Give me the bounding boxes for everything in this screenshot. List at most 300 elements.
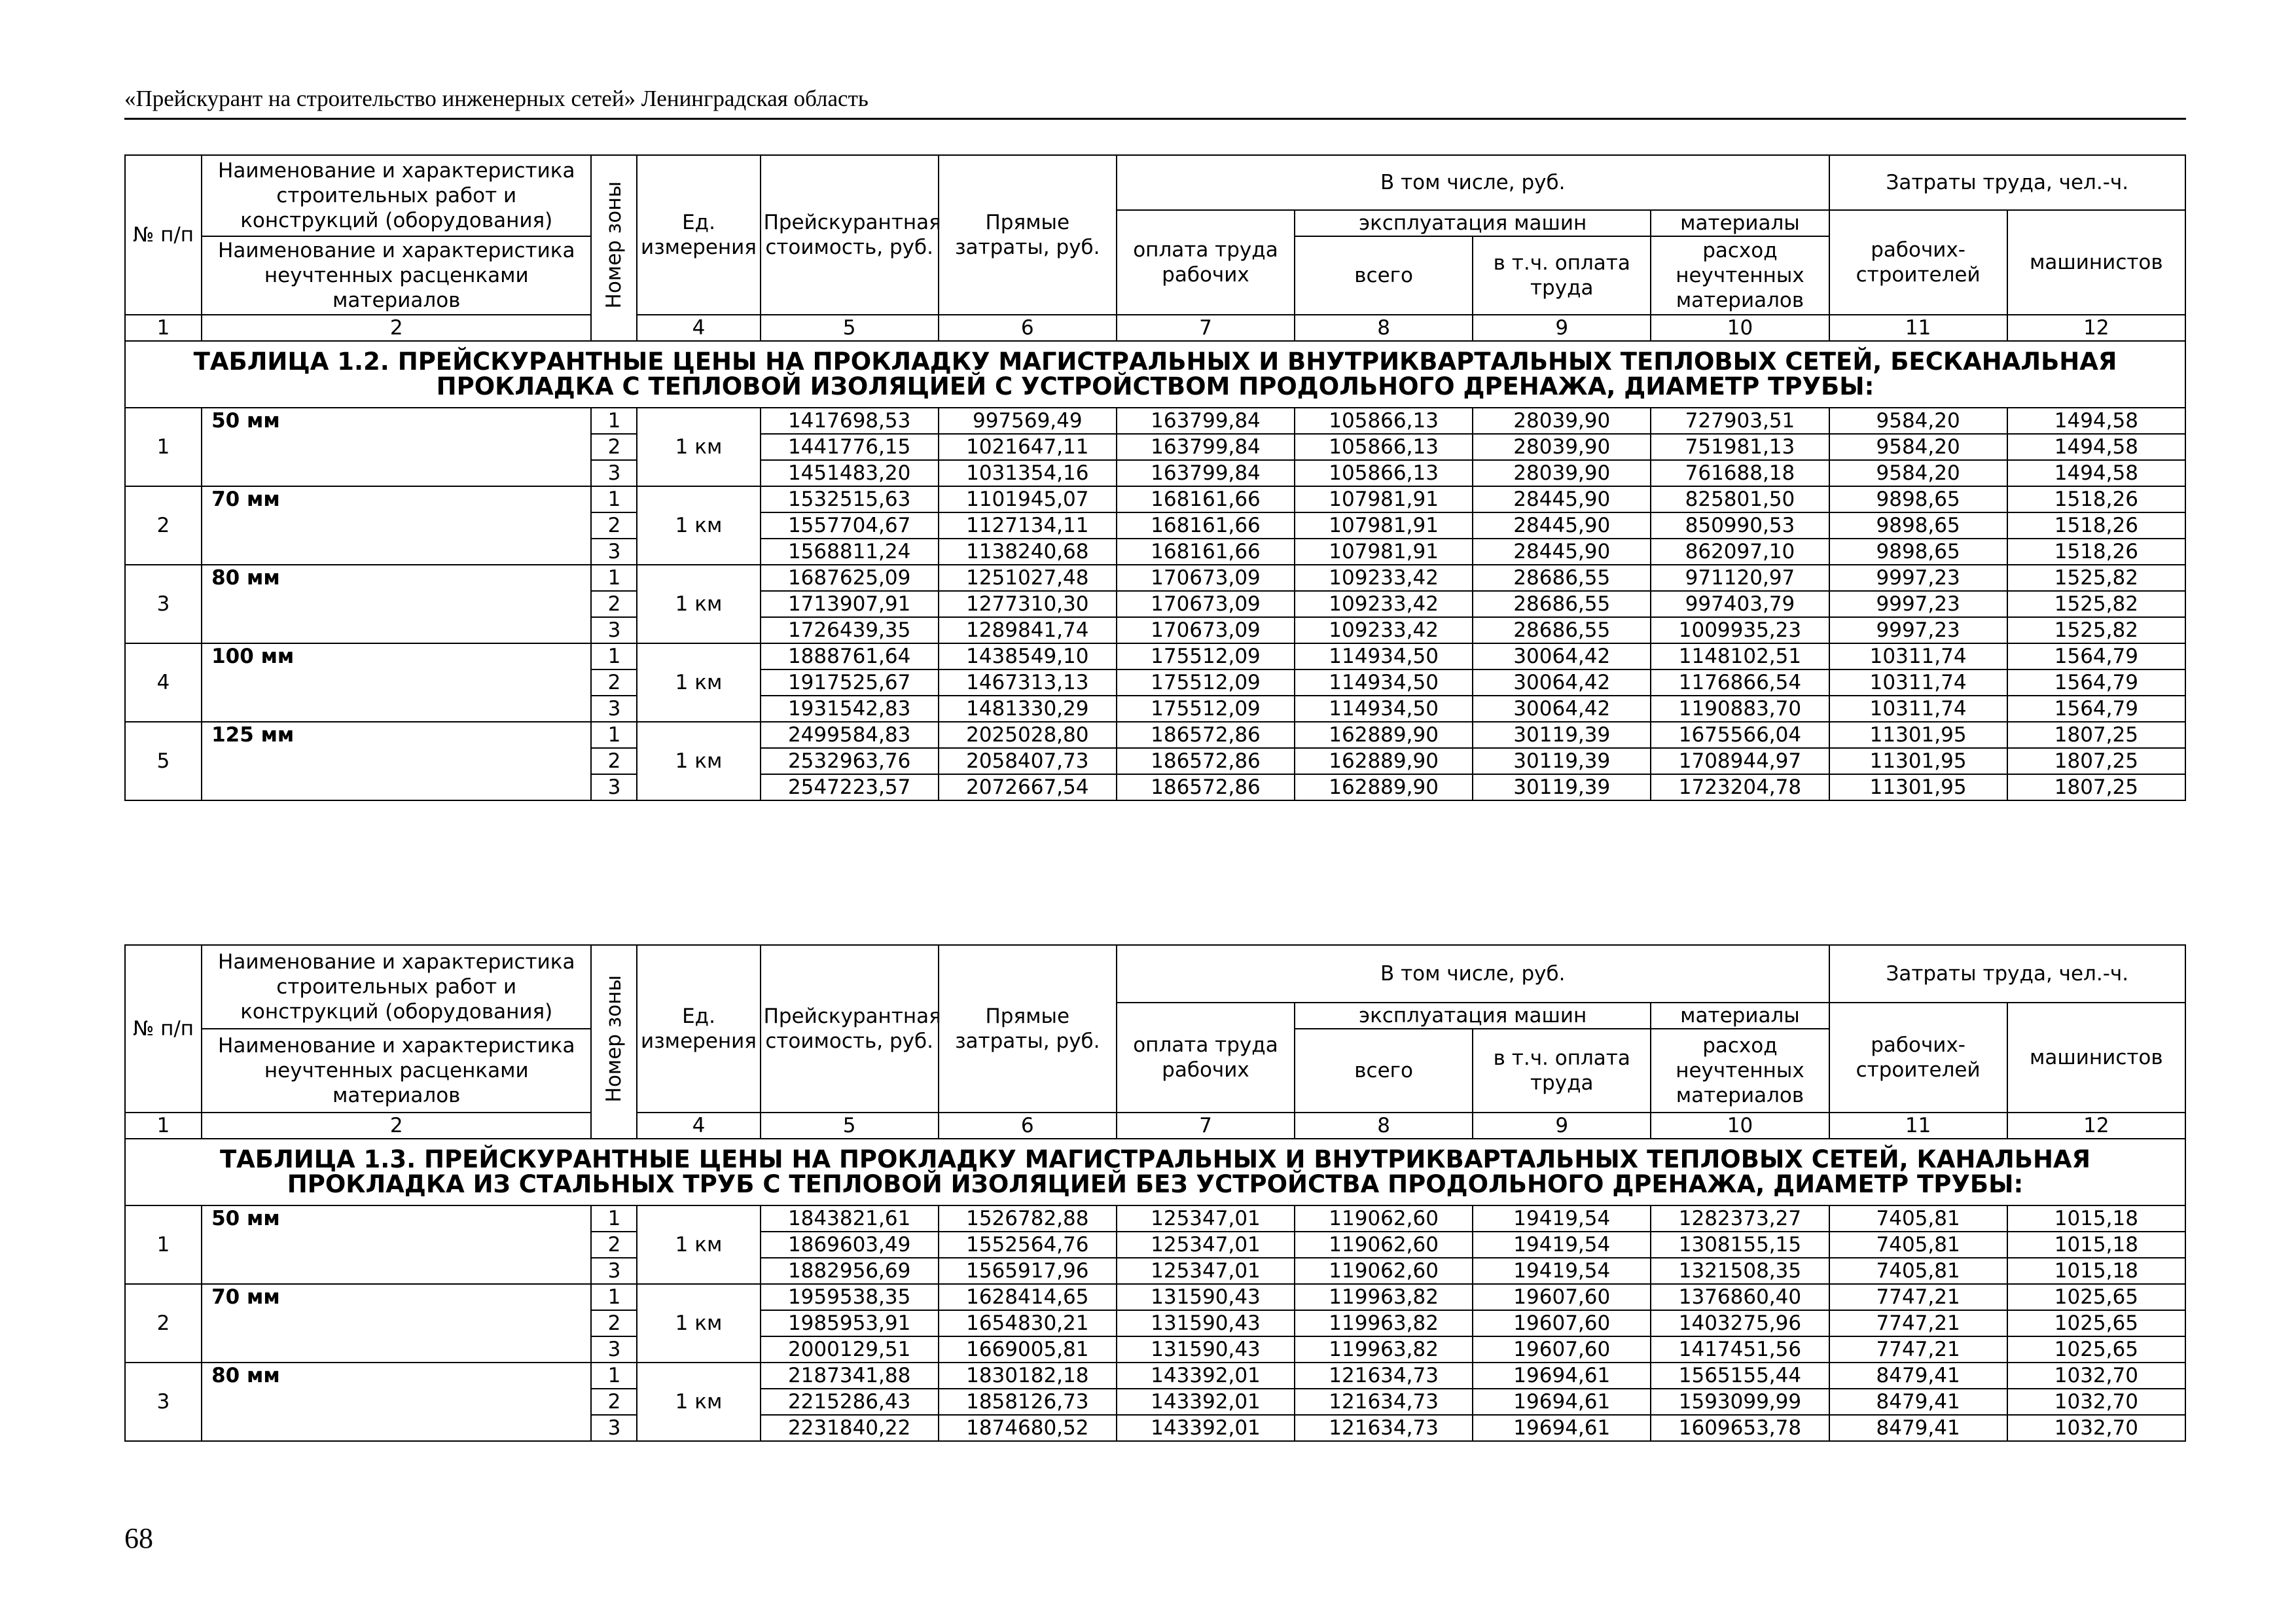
col-header-name-materials: Наименование и характеристика неучтенных расценками материалов	[202, 1029, 591, 1113]
row-value: 1032,70	[2007, 1389, 2185, 1415]
row-value: 850990,53	[1651, 512, 1829, 539]
row-num: 2	[125, 486, 202, 565]
row-value: 11301,95	[1829, 722, 2007, 748]
row-value: 2499584,83	[761, 722, 939, 748]
row-value: 1726439,35	[761, 617, 939, 643]
row-value: 9997,23	[1829, 617, 2007, 643]
row-value: 1807,25	[2007, 774, 2185, 800]
row-value: 2547223,57	[761, 774, 939, 800]
col-header-labor-machinists: машинистов	[2007, 1003, 2185, 1113]
zone-label: Номер зоны	[602, 181, 626, 309]
row-value: 186572,86	[1117, 748, 1295, 774]
row-num: 1	[125, 408, 202, 486]
row-value: 114934,50	[1295, 696, 1473, 722]
row-unit: 1 км	[637, 1284, 760, 1363]
row-value: 1526782,88	[939, 1205, 1117, 1232]
row-value: 761688,18	[1651, 460, 1829, 486]
row-value: 1251027,48	[939, 565, 1117, 591]
col-number: 1	[125, 1113, 202, 1139]
row-value: 7405,81	[1829, 1205, 2007, 1232]
col-header-materials: материалы	[1651, 210, 1829, 236]
col-number: 9	[1473, 1113, 1651, 1139]
row-value: 186572,86	[1117, 774, 1295, 800]
row-value: 1564,79	[2007, 643, 2185, 669]
row-value: 107981,91	[1295, 512, 1473, 539]
row-value: 1525,82	[2007, 617, 2185, 643]
row-value: 168161,66	[1117, 539, 1295, 565]
row-value: 1438549,10	[939, 643, 1117, 669]
row-value: 751981,13	[1651, 434, 1829, 460]
row-value: 1874680,52	[939, 1415, 1117, 1441]
row-num: 1	[125, 1205, 202, 1284]
row-value: 9898,65	[1829, 539, 2007, 565]
row-value: 11301,95	[1829, 748, 2007, 774]
row-value: 1289841,74	[939, 617, 1117, 643]
col-header-direct: Прямые затраты, руб.	[939, 155, 1117, 315]
row-num: 3	[125, 1363, 202, 1441]
row-value: 1869603,49	[761, 1232, 939, 1258]
table-row	[125, 722, 2185, 748]
row-zone: 1	[591, 408, 637, 434]
row-value: 1282373,27	[1651, 1205, 1829, 1232]
col-header-name: Наименование и характеристика строительных работ и конструкций (оборудования)	[202, 155, 591, 236]
row-value: 1565917,96	[939, 1258, 1117, 1284]
row-value: 825801,50	[1651, 486, 1829, 512]
row-value: 1451483,20	[761, 460, 939, 486]
row-name: 80 мм	[202, 1363, 591, 1441]
row-value: 163799,84	[1117, 434, 1295, 460]
row-value: 114934,50	[1295, 669, 1473, 696]
row-value: 28445,90	[1473, 539, 1651, 565]
row-value: 1009935,23	[1651, 617, 1829, 643]
row-value: 1321508,35	[1651, 1258, 1829, 1284]
col-number: 6	[939, 1113, 1117, 1139]
row-value: 131590,43	[1117, 1336, 1295, 1363]
row-zone: 2	[591, 591, 637, 617]
row-value: 1985953,91	[761, 1310, 939, 1336]
row-value: 1708944,97	[1651, 748, 1829, 774]
row-name: 125 мм	[202, 722, 591, 800]
col-header-labor-workers: рабочих-строителей	[1829, 1003, 2007, 1113]
row-value: 1031354,16	[939, 460, 1117, 486]
row-value: 143392,01	[1117, 1415, 1295, 1441]
row-zone: 2	[591, 1389, 637, 1415]
row-value: 2231840,22	[761, 1415, 939, 1441]
row-value: 1525,82	[2007, 565, 2185, 591]
row-value: 1176866,54	[1651, 669, 1829, 696]
row-value: 170673,09	[1117, 617, 1295, 643]
row-value: 163799,84	[1117, 460, 1295, 486]
col-header-machines: эксплуатация машин	[1295, 1003, 1651, 1029]
row-value: 9997,23	[1829, 591, 2007, 617]
row-value: 1557704,67	[761, 512, 939, 539]
row-value: 8479,41	[1829, 1363, 2007, 1389]
row-zone: 3	[591, 539, 637, 565]
row-value: 1025,65	[2007, 1336, 2185, 1363]
row-name: 50 мм	[202, 408, 591, 486]
col-number: 7	[1117, 1113, 1295, 1139]
row-zone: 2	[591, 434, 637, 460]
col-header-machines: эксплуатация машин	[1295, 210, 1651, 236]
row-value: 175512,09	[1117, 643, 1295, 669]
row-value: 119062,60	[1295, 1258, 1473, 1284]
row-value: 9898,65	[1829, 486, 2007, 512]
row-num: 3	[125, 565, 202, 643]
row-value: 107981,91	[1295, 486, 1473, 512]
row-value: 19419,54	[1473, 1205, 1651, 1232]
row-value: 119963,82	[1295, 1336, 1473, 1363]
col-header-unit: Ед. измерения	[637, 155, 760, 315]
row-value: 862097,10	[1651, 539, 1829, 565]
row-zone: 2	[591, 669, 637, 696]
row-value: 727903,51	[1651, 408, 1829, 434]
col-number: 10	[1651, 315, 1829, 341]
col-number: 8	[1295, 315, 1473, 341]
col-header-wages: оплата труда рабочих	[1117, 1003, 1295, 1113]
row-value: 2058407,73	[939, 748, 1117, 774]
col-number: 7	[1117, 315, 1295, 341]
row-value: 121634,73	[1295, 1389, 1473, 1415]
col-header-materials: материалы	[1651, 1003, 1829, 1029]
row-value: 1917525,67	[761, 669, 939, 696]
col-header-machines-total: всего	[1295, 1029, 1473, 1113]
row-value: 163799,84	[1117, 408, 1295, 434]
row-value: 28445,90	[1473, 486, 1651, 512]
row-value: 1882956,69	[761, 1258, 939, 1284]
row-name: 50 мм	[202, 1205, 591, 1284]
row-value: 125347,01	[1117, 1205, 1295, 1232]
col-number: 11	[1829, 1113, 2007, 1139]
row-value: 19419,54	[1473, 1258, 1651, 1284]
row-value: 1687625,09	[761, 565, 939, 591]
table-row	[125, 486, 2185, 512]
row-value: 1518,26	[2007, 539, 2185, 565]
row-value: 131590,43	[1117, 1284, 1295, 1310]
row-value: 1518,26	[2007, 512, 2185, 539]
row-value: 1628414,65	[939, 1284, 1117, 1310]
row-value: 119963,82	[1295, 1310, 1473, 1336]
row-num: 5	[125, 722, 202, 800]
row-value: 1858126,73	[939, 1389, 1117, 1415]
row-value: 10311,74	[1829, 669, 2007, 696]
row-value: 1481330,29	[939, 696, 1117, 722]
row-value: 119963,82	[1295, 1284, 1473, 1310]
col-header-zone	[591, 155, 637, 341]
row-value: 131590,43	[1117, 1310, 1295, 1336]
row-value: 1015,18	[2007, 1258, 2185, 1284]
row-value: 170673,09	[1117, 565, 1295, 591]
col-header-labor: Затраты труда, чел.-ч.	[1829, 155, 2185, 210]
row-value: 19607,60	[1473, 1284, 1651, 1310]
row-value: 1669005,81	[939, 1336, 1117, 1363]
row-value: 1593099,99	[1651, 1389, 1829, 1415]
col-number: 2	[202, 1113, 591, 1139]
table-row	[125, 643, 2185, 669]
row-value: 7405,81	[1829, 1258, 2007, 1284]
row-value: 2532963,76	[761, 748, 939, 774]
row-zone: 1	[591, 1284, 637, 1310]
row-value: 9997,23	[1829, 565, 2007, 591]
row-value: 1127134,11	[939, 512, 1117, 539]
row-value: 7747,21	[1829, 1310, 2007, 1336]
row-value: 28686,55	[1473, 591, 1651, 617]
row-name: 70 мм	[202, 1284, 591, 1363]
row-value: 170673,09	[1117, 591, 1295, 617]
col-header-incl: В том числе, руб.	[1117, 155, 1829, 210]
row-value: 1025,65	[2007, 1284, 2185, 1310]
row-value: 1015,18	[2007, 1232, 2185, 1258]
row-value: 105866,13	[1295, 408, 1473, 434]
row-value: 125347,01	[1117, 1232, 1295, 1258]
col-header-zone	[591, 945, 637, 1139]
row-value: 971120,97	[1651, 565, 1829, 591]
row-value: 28686,55	[1473, 565, 1651, 591]
col-number: 4	[637, 315, 760, 341]
row-value: 143392,01	[1117, 1363, 1295, 1389]
row-value: 1713907,91	[761, 591, 939, 617]
col-header-materials-sub: расход неучтенных материалов	[1651, 1029, 1829, 1113]
row-zone: 3	[591, 617, 637, 643]
row-value: 175512,09	[1117, 669, 1295, 696]
row-value: 1532515,63	[761, 486, 939, 512]
row-value: 28445,90	[1473, 512, 1651, 539]
row-value: 105866,13	[1295, 434, 1473, 460]
table-title: ТАБЛИЦА 1.3. ПРЕЙСКУРАНТНЫЕ ЦЕНЫ НА ПРОКЛАДКУ МАГИСТРАЛЬНЫХ И ВНУТРИКВАРТАЛЬНЫХ ТЕПЛОВЫХ СЕТЕЙ, КАНАЛЬНАЯ ПРОКЛАДКА ИЗ СТАЛЬНЫХ ТРУБ С ТЕПЛОВОЙ ИЗОЛЯЦИЕЙ БЕЗ УСТРОЙСТВА ПРОДОЛЬНОГО ДРЕНАЖА, ДИАМЕТР ТРУБЫ:	[125, 1139, 2185, 1205]
row-zone: 2	[591, 1232, 637, 1258]
row-zone: 3	[591, 1258, 637, 1284]
row-value: 1025,65	[2007, 1310, 2185, 1336]
row-zone: 3	[591, 1415, 637, 1441]
row-value: 1403275,96	[1651, 1310, 1829, 1336]
row-value: 28686,55	[1473, 617, 1651, 643]
row-value: 1675566,04	[1651, 722, 1829, 748]
col-header-price: Прейскурантная стоимость, руб.	[761, 945, 939, 1113]
row-value: 1723204,78	[1651, 774, 1829, 800]
table-title: ТАБЛИЦА 1.2. ПРЕЙСКУРАНТНЫЕ ЦЕНЫ НА ПРОКЛАДКУ МАГИСТРАЛЬНЫХ И ВНУТРИКВАРТАЛЬНЫХ ТЕПЛОВЫХ СЕТЕЙ, БЕСКАНАЛЬНАЯ ПРОКЛАДКА С ТЕПЛОВОЙ ИЗОЛЯЦИЕЙ С УСТРОЙСТВОМ ПРОДОЛЬНОГО ДРЕНАЖА, ДИАМЕТР ТРУБЫ:	[125, 341, 2185, 408]
zone-label: Номер зоны	[602, 975, 626, 1103]
row-value: 109233,42	[1295, 591, 1473, 617]
row-value: 1807,25	[2007, 722, 2185, 748]
col-header-unit: Ед. измерения	[637, 945, 760, 1113]
row-value: 7405,81	[1829, 1232, 2007, 1258]
row-zone: 1	[591, 722, 637, 748]
row-zone: 1	[591, 1205, 637, 1232]
col-number: 10	[1651, 1113, 1829, 1139]
row-unit: 1 км	[637, 1363, 760, 1441]
row-value: 2000129,51	[761, 1336, 939, 1363]
running-header: «Прейскурант на строительство инженерных сетей» Ленинградская область	[124, 82, 2186, 120]
col-number: 5	[761, 1113, 939, 1139]
row-value: 1654830,21	[939, 1310, 1117, 1336]
row-value: 1494,58	[2007, 434, 2185, 460]
row-value: 7747,21	[1829, 1336, 2007, 1363]
row-value: 19607,60	[1473, 1310, 1651, 1336]
row-unit: 1 км	[637, 486, 760, 565]
row-zone: 1	[591, 643, 637, 669]
row-zone: 1	[591, 565, 637, 591]
row-value: 9584,20	[1829, 460, 2007, 486]
row-value: 9898,65	[1829, 512, 2007, 539]
row-value: 1807,25	[2007, 748, 2185, 774]
col-header-machines-wages: в т.ч. оплата труда	[1473, 236, 1651, 315]
row-value: 1032,70	[2007, 1415, 2185, 1441]
row-value: 105866,13	[1295, 460, 1473, 486]
col-number: 9	[1473, 315, 1651, 341]
col-number: 8	[1295, 1113, 1473, 1139]
table-row	[125, 1284, 2185, 1310]
row-unit: 1 км	[637, 408, 760, 486]
row-value: 107981,91	[1295, 539, 1473, 565]
row-value: 30119,39	[1473, 748, 1651, 774]
row-zone: 2	[591, 512, 637, 539]
row-value: 1552564,76	[939, 1232, 1117, 1258]
col-header-machines-wages: в т.ч. оплата труда	[1473, 1029, 1651, 1113]
row-value: 1308155,15	[1651, 1232, 1829, 1258]
col-header-labor: Затраты труда, чел.-ч.	[1829, 945, 2185, 1003]
col-number: 5	[761, 315, 939, 341]
row-value: 2215286,43	[761, 1389, 939, 1415]
row-name: 100 мм	[202, 643, 591, 722]
row-value: 1830182,18	[939, 1363, 1117, 1389]
row-value: 162889,90	[1295, 774, 1473, 800]
row-value: 1888761,64	[761, 643, 939, 669]
row-zone: 2	[591, 1310, 637, 1336]
row-value: 19694,61	[1473, 1363, 1651, 1389]
row-value: 1417451,56	[1651, 1336, 1829, 1363]
row-value: 1101945,07	[939, 486, 1117, 512]
row-value: 19607,60	[1473, 1336, 1651, 1363]
col-number: 6	[939, 315, 1117, 341]
row-value: 1843821,61	[761, 1205, 939, 1232]
col-header-labor-machinists: машинистов	[2007, 210, 2185, 315]
row-value: 1467313,13	[939, 669, 1117, 696]
row-value: 1148102,51	[1651, 643, 1829, 669]
row-value: 9584,20	[1829, 434, 2007, 460]
row-name: 70 мм	[202, 486, 591, 565]
row-unit: 1 км	[637, 1205, 760, 1284]
price-table-1-3	[124, 944, 2186, 1442]
row-value: 10311,74	[1829, 643, 2007, 669]
table-row	[125, 408, 2185, 434]
table-row	[125, 565, 2185, 591]
row-value: 162889,90	[1295, 748, 1473, 774]
row-value: 2025028,80	[939, 722, 1117, 748]
row-value: 1525,82	[2007, 591, 2185, 617]
row-value: 162889,90	[1295, 722, 1473, 748]
row-value: 997569,49	[939, 408, 1117, 434]
row-value: 168161,66	[1117, 512, 1295, 539]
row-value: 109233,42	[1295, 617, 1473, 643]
row-value: 1277310,30	[939, 591, 1117, 617]
col-header-machines-total: всего	[1295, 236, 1473, 315]
col-number: 12	[2007, 315, 2185, 341]
row-value: 1494,58	[2007, 460, 2185, 486]
col-header-incl: В том числе, руб.	[1117, 945, 1829, 1003]
row-value: 8479,41	[1829, 1389, 2007, 1415]
row-zone: 3	[591, 696, 637, 722]
row-value: 1376860,40	[1651, 1284, 1829, 1310]
row-value: 30119,39	[1473, 722, 1651, 748]
row-value: 168161,66	[1117, 486, 1295, 512]
row-value: 30119,39	[1473, 774, 1651, 800]
row-name: 80 мм	[202, 565, 591, 643]
row-value: 9584,20	[1829, 408, 2007, 434]
row-value: 1564,79	[2007, 696, 2185, 722]
col-header-num: № п/п	[125, 155, 202, 315]
row-value: 1931542,83	[761, 696, 939, 722]
row-zone: 1	[591, 486, 637, 512]
row-value: 1190883,70	[1651, 696, 1829, 722]
row-value: 30064,42	[1473, 669, 1651, 696]
row-unit: 1 км	[637, 643, 760, 722]
page-number: 68	[124, 1522, 153, 1554]
row-num: 2	[125, 1284, 202, 1363]
row-value: 1021647,11	[939, 434, 1117, 460]
row-value: 8479,41	[1829, 1415, 2007, 1441]
row-value: 114934,50	[1295, 643, 1473, 669]
row-value: 1441776,15	[761, 434, 939, 460]
table-row	[125, 1205, 2185, 1232]
row-value: 119062,60	[1295, 1232, 1473, 1258]
col-header-direct: Прямые затраты, руб.	[939, 945, 1117, 1113]
row-value: 125347,01	[1117, 1258, 1295, 1284]
row-value: 175512,09	[1117, 696, 1295, 722]
row-unit: 1 км	[637, 722, 760, 800]
row-unit: 1 км	[637, 565, 760, 643]
row-value: 1564,79	[2007, 669, 2185, 696]
row-value: 19694,61	[1473, 1415, 1651, 1441]
row-value: 1417698,53	[761, 408, 939, 434]
row-value: 7747,21	[1829, 1284, 2007, 1310]
row-value: 1518,26	[2007, 486, 2185, 512]
row-value: 121634,73	[1295, 1363, 1473, 1389]
row-value: 1565155,44	[1651, 1363, 1829, 1389]
row-value: 28039,90	[1473, 408, 1651, 434]
row-value: 1032,70	[2007, 1363, 2185, 1389]
col-number: 1	[125, 315, 202, 341]
row-zone: 1	[591, 1363, 637, 1389]
row-zone: 3	[591, 774, 637, 800]
col-number: 4	[637, 1113, 760, 1139]
col-header-labor-workers: рабочих-строителей	[1829, 210, 2007, 315]
row-value: 1138240,68	[939, 539, 1117, 565]
row-value: 2187341,88	[761, 1363, 939, 1389]
col-header-name: Наименование и характеристика строительных работ и конструкций (оборудования)	[202, 945, 591, 1029]
row-value: 1015,18	[2007, 1205, 2185, 1232]
row-value: 121634,73	[1295, 1415, 1473, 1441]
row-value: 11301,95	[1829, 774, 2007, 800]
col-number: 12	[2007, 1113, 2185, 1139]
row-value: 19694,61	[1473, 1389, 1651, 1415]
row-value: 10311,74	[1829, 696, 2007, 722]
row-value: 30064,42	[1473, 696, 1651, 722]
row-value: 186572,86	[1117, 722, 1295, 748]
price-table-1-2	[124, 154, 2186, 801]
row-value: 1609653,78	[1651, 1415, 1829, 1441]
col-header-name-materials: Наименование и характеристика неучтенных расценками материалов	[202, 236, 591, 315]
row-value: 1568811,24	[761, 539, 939, 565]
row-value: 30064,42	[1473, 643, 1651, 669]
col-header-price: Прейскурантная стоимость, руб.	[761, 155, 939, 315]
row-zone: 3	[591, 460, 637, 486]
col-header-num: № п/п	[125, 945, 202, 1113]
col-number: 2	[202, 315, 591, 341]
row-value: 997403,79	[1651, 591, 1829, 617]
row-value: 19419,54	[1473, 1232, 1651, 1258]
row-value: 28039,90	[1473, 434, 1651, 460]
row-value: 2072667,54	[939, 774, 1117, 800]
table-row	[125, 1363, 2185, 1389]
